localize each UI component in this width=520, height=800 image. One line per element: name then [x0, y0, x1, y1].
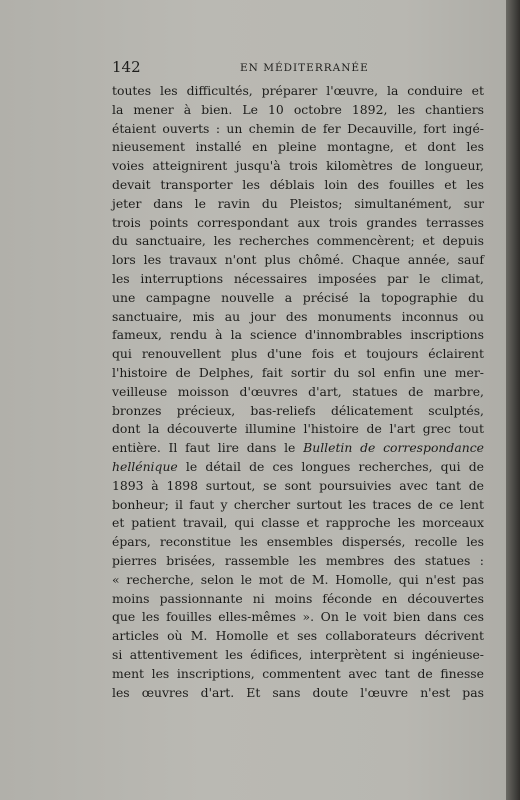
text-line: 1893 à 1898 surtout, se sont poursuivies avec tant de: [112, 477, 484, 493]
text-line: une campagne nouvelle a précisé la topographie du: [112, 289, 484, 305]
body-text: [112, 82, 484, 702]
text-line: fameux, rendu à la science d'innombrables inscriptions: [112, 327, 484, 343]
text-line: « recherche, selon le mot de M. Homolle, qui n'est pas: [112, 571, 484, 587]
text-line: sanctuaire, mis au jour des monuments inconnus ou: [112, 308, 484, 324]
running-title: EN MÉDITERRANÉE: [240, 62, 369, 74]
page-number: 142: [112, 58, 141, 76]
text-line: et patient travail, qui classe et rapproche les morceaux: [112, 515, 484, 531]
text-line: l'histoire de Delphes, fait sortir du sol enfin une mer-: [112, 364, 484, 380]
text-segment: entière. Il faut lire dans le: [112, 440, 304, 456]
italic-title: hellénique: [112, 458, 178, 474]
text-line: que les fouilles elles-mêmes ». On le voit bien dans ces: [112, 609, 484, 625]
text-line: dont la découverte illumine l'histoire de l'art grec tout: [112, 421, 484, 437]
text-segment: le détail de ces longues recherches, qui de: [177, 458, 484, 474]
text-line-with-italic: [112, 458, 484, 477]
text-line: moins passionnante ni moins féconde en découvertes: [112, 590, 484, 606]
page-header: [112, 58, 484, 78]
text-line: devait transporter les déblais loin des fouilles et les: [112, 176, 484, 192]
text-line: nieusement installé en pleine montagne, et dont les: [112, 139, 484, 155]
text-line: si attentivement les édifices, interprètent si ingénieuse-: [112, 646, 484, 662]
text-line: pierres brisées, rassemble les membres des statues :: [112, 552, 484, 568]
text-line: étaient ouverts : un chemin de fer Decauville, fort ingé-: [112, 120, 484, 136]
italic-title: Bulletin de correspondance: [303, 440, 484, 456]
text-line: voies atteignirent jusqu'à trois kilomètres de longueur,: [112, 158, 484, 174]
text-line: trois points correspondant aux trois grandes terrasses: [112, 214, 484, 230]
text-line: articles où M. Homolle et ses collaborateurs décrivent: [112, 628, 484, 644]
text-line: épars, reconstitue les ensembles dispersés, recolle les: [112, 534, 484, 550]
text-line: bonheur; il faut y chercher surtout les traces de ce lent: [112, 496, 484, 512]
text-line: lors les travaux n'ont plus chômé. Chaque année, sauf: [112, 252, 484, 268]
text-line: du sanctuaire, les recherches commencèrent; et depuis: [112, 233, 484, 249]
text-line: qui renouvellent plus d'une fois et toujours éclairent: [112, 346, 484, 362]
text-line: les œuvres d'art. Et sans doute l'œuvre n'est pas: [112, 684, 484, 700]
text-line: la mener à bien. Le 10 octobre 1892, les chantiers: [112, 101, 484, 117]
page-edge-shadow: [506, 0, 520, 800]
text-line: toutes les difficultés, préparer l'œuvre, la conduire et: [112, 83, 484, 98]
text-line: ment les inscriptions, commentent avec tant de finesse: [112, 665, 484, 681]
text-line: les interruptions nécessaires imposées par le climat,: [112, 270, 484, 286]
text-line: jeter dans le ravin du Pleistos; simultanément, sur: [112, 195, 484, 211]
text-line: bronzes précieux, bas-reliefs délicatement sculptés,: [112, 402, 484, 418]
text-line: veilleuse moisson d'œuvres d'art, statues de marbre,: [112, 383, 484, 399]
text-line-with-italic: [112, 439, 484, 458]
